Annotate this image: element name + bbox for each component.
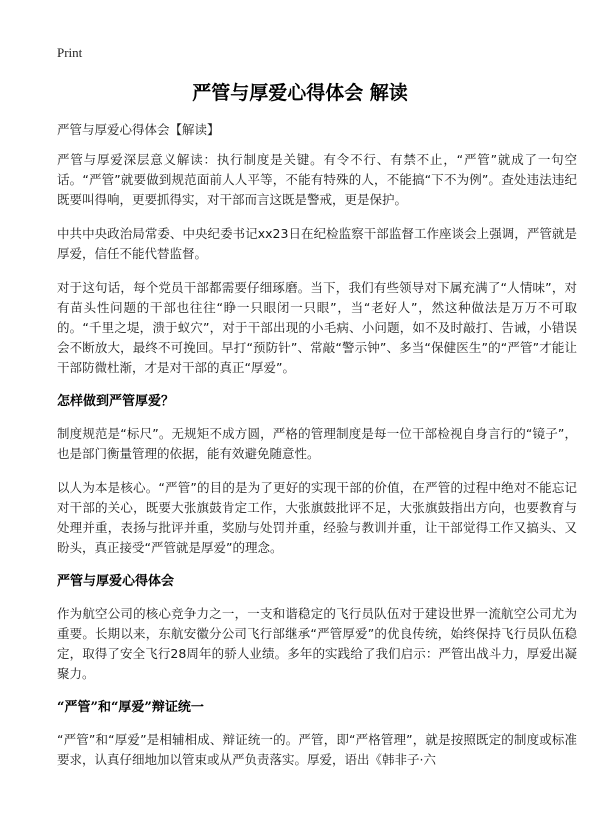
section-heading: 怎样做到严管厚爱？ bbox=[57, 394, 175, 409]
article-body bbox=[57, 120, 577, 784]
page-title: 严管与厚爱心得体会 解读 bbox=[192, 82, 408, 104]
paragraph: 以人为本是核心。“严管”的目的是为了更好的实现干部的价值，在严管的过程中绝对不能忘记对干部的关心，既要大张旗鼓肯定工作，大张旗鼓批评不足，大张旗鼓指出方向，也要教育与处理并重，表扬与批评并重，奖励与处罚并重，经验与教训并重，让干部觉得工作又搞头、又盼头，真正接受“严管就是厚爱”的理念。 bbox=[57, 480, 577, 555]
paragraph: 作为航空公司的核心竞争力之一，一支和谐稳定的飞行员队伍对于建设世界一流航空公司尤为重要。长期以来，东航安徽分公司飞行部继承“严管厚爱”的优良传统，始终保持飞行员队伍稳定，取得了安全飞行28周年的骄人业绩。多年的实践给了我们启示：严管出战斗力，厚爱出凝聚力。 bbox=[57, 606, 577, 681]
paragraph: “严管”和“厚爱”是相辅相成、辩证统一的。严管，即“严格管理”，就是按照既定的制度或标准要求，认真仔细地加以管束或从严负责落实。厚爱，语出《韩非子·六 bbox=[57, 732, 577, 767]
article-subtitle: 严管与厚爱心得体会【解读】 bbox=[57, 122, 220, 137]
paragraph: 对于这句话，每个党员干部都需要仔细琢磨。当下，我们有些领导对下属充满了“人情味”，对有苗头性问题的干部也往往“睁一只眼闭一只眼”，当“老好人”，然这种做法是万万不可取的。“千里之堤，溃于蚁穴”，对于干部出现的小毛病、小问题，如不及时敲打、告诫，小错误会不断放大，最终不可挽回。早打“预防针”、常敲“警示钟”、多当“保健医生”的“严管”才能让干部防微杜渐，才是对干部的真正“厚爱”。 bbox=[57, 280, 577, 375]
paragraph: 严管与厚爱深层意义解读：执行制度是关键。有令不行、有禁不止，“严管”就成了一句空话。“严管”就要做到规范面前人人平等，不能有特殊的人，不能搞“下不为例”。查处违法违纪既要叫得响，更要抓得实，对干部而言这既是警戒，更是保护。 bbox=[57, 152, 577, 207]
paragraph: 制度规范是“标尺”。无规矩不成方圆，严格的管理制度是每一位干部检视自身言行的“镜子”，也是部门衡量管理的依据，能有效避免随意性。 bbox=[57, 426, 577, 461]
paragraph: 中共中央政治局常委、中央纪委书记xx23日在纪检监察干部监督工作座谈会上强调，严管就是厚爱，信任不能代替监督。 bbox=[57, 226, 577, 261]
section-heading: “严管”和“厚爱”辩证统一 bbox=[57, 700, 204, 715]
print-link[interactable]: Print bbox=[57, 45, 83, 60]
section-heading: 严管与厚爱心得体会 bbox=[57, 574, 175, 589]
